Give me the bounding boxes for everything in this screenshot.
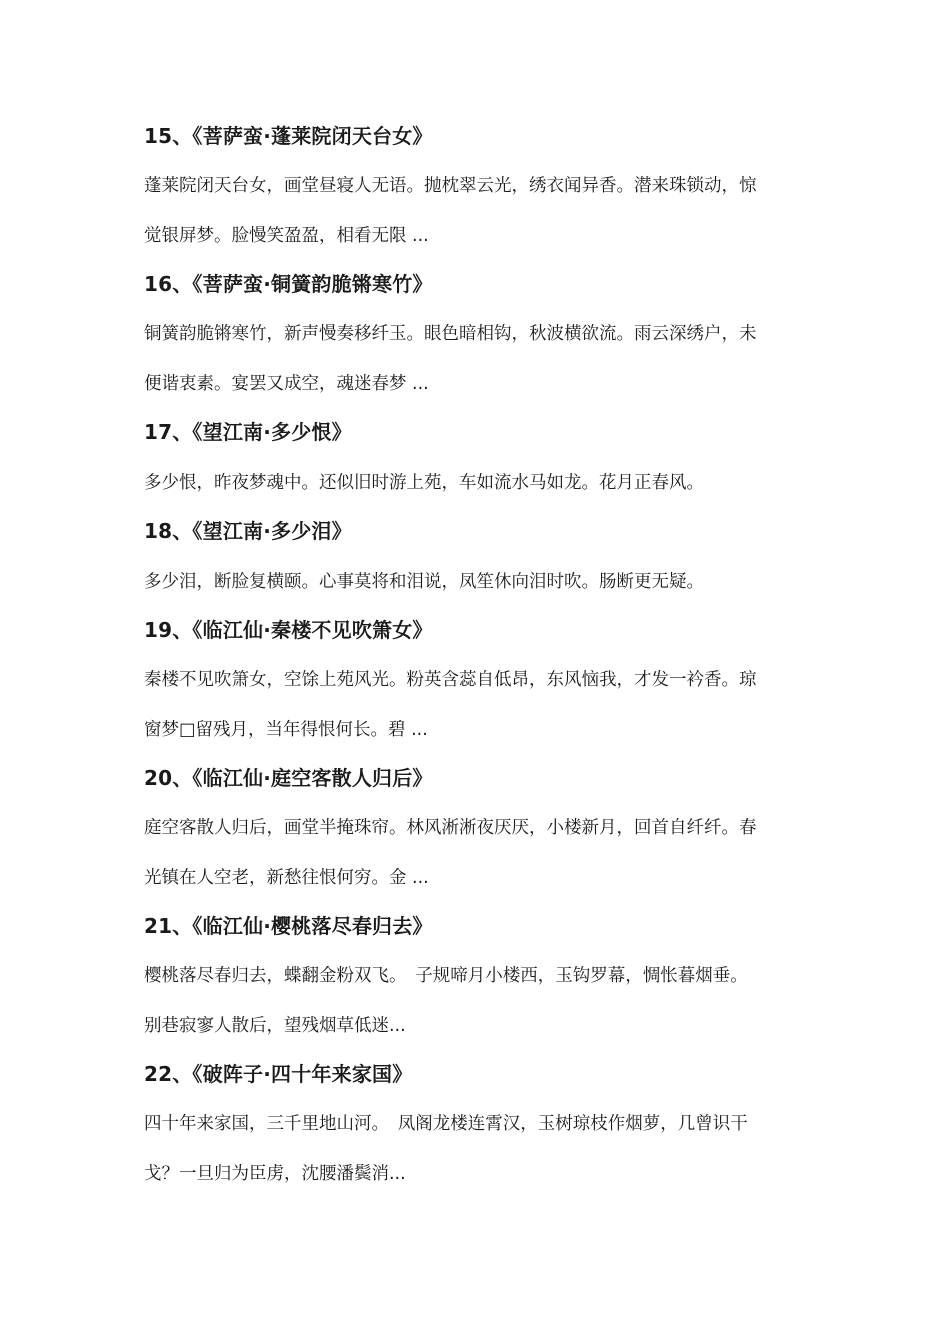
excerpt-line: 庭空客散人归后，画堂半掩珠帘。林风淅淅夜厌厌，小楼新月，回首自纤纤。春 <box>144 818 757 838</box>
excerpt-line: 多少泪，断脸复横颐。心事莫将和泪说，凤笙休向泪时吹。肠断更无疑。 <box>144 572 704 592</box>
list-item <box>144 414 812 508</box>
poem-title: 20、《临江仙·庭空客散人归后》 <box>144 766 433 790</box>
excerpt-line: 觉银屏梦。脸慢笑盈盈，相看无限 ... <box>144 226 429 246</box>
poem-list <box>144 118 812 1204</box>
poem-title: 21、《临江仙·樱桃落尽春归去》 <box>144 914 433 938</box>
poem-title: 22、《破阵子·四十年来家国》 <box>144 1062 413 1086</box>
excerpt-line: 别巷寂寥人散后，望残烟草低迷... <box>144 1016 406 1036</box>
poem-excerpt <box>144 655 812 755</box>
list-item <box>144 908 812 1051</box>
list-item <box>144 118 812 261</box>
excerpt-line: 樱桃落尽春归去，蝶翻金粉双飞。 子规啼月小楼西，玉钩罗幕，惆怅暮烟垂。 <box>144 966 748 986</box>
poem-title: 19、《临江仙·秦楼不见吹箫女》 <box>144 618 433 642</box>
excerpt-line: 多少恨，昨夜梦魂中。还似旧时游上苑，车如流水马如龙。花月正春风。 <box>144 473 704 493</box>
excerpt-line: 铜簧韵脆锵寒竹，新声慢奏移纤玉。眼色暗相钩，秋波横欲流。雨云深绣户，未 <box>144 324 757 344</box>
poem-excerpt <box>144 557 812 607</box>
list-item <box>144 612 812 755</box>
list-item <box>144 513 812 607</box>
excerpt-line: 秦楼不见吹箫女，空馀上苑风光。粉英含蕊自低昂，东风恼我，才发一衿香。琼 <box>144 670 757 690</box>
poem-title: 18、《望江南·多少泪》 <box>144 519 352 543</box>
list-item <box>144 266 812 409</box>
excerpt-line: 四十年来家国，三千里地山河。 凤阁龙楼连霄汉，玉树琼枝作烟萝，几曾识干 <box>144 1114 748 1134</box>
poem-title: 16、《菩萨蛮·铜簧韵脆锵寒竹》 <box>144 272 433 296</box>
poem-excerpt <box>144 1099 812 1199</box>
poem-excerpt <box>144 951 812 1051</box>
poem-title: 15、《菩萨蛮·蓬莱院闭天台女》 <box>144 124 433 148</box>
excerpt-line: 窗梦□留残月，当年得恨何长。碧 ... <box>144 720 428 740</box>
poem-excerpt <box>144 458 812 508</box>
excerpt-line: 光镇在人空老，新愁往恨何穷。金 ... <box>144 868 429 888</box>
excerpt-line: 戈？一旦归为臣虏，沈腰潘鬓消... <box>144 1164 406 1184</box>
poem-excerpt <box>144 309 812 409</box>
excerpt-line: 便谐衷素。宴罢又成空，魂迷春梦 ... <box>144 374 429 394</box>
poem-excerpt <box>144 161 812 261</box>
poem-excerpt <box>144 803 812 903</box>
list-item <box>144 760 812 903</box>
list-item <box>144 1056 812 1199</box>
excerpt-line: 蓬莱院闭天台女，画堂昼寝人无语。抛枕翠云光，绣衣闻异香。潜来珠锁动，惊 <box>144 176 757 196</box>
poem-title: 17、《望江南·多少恨》 <box>144 420 352 444</box>
